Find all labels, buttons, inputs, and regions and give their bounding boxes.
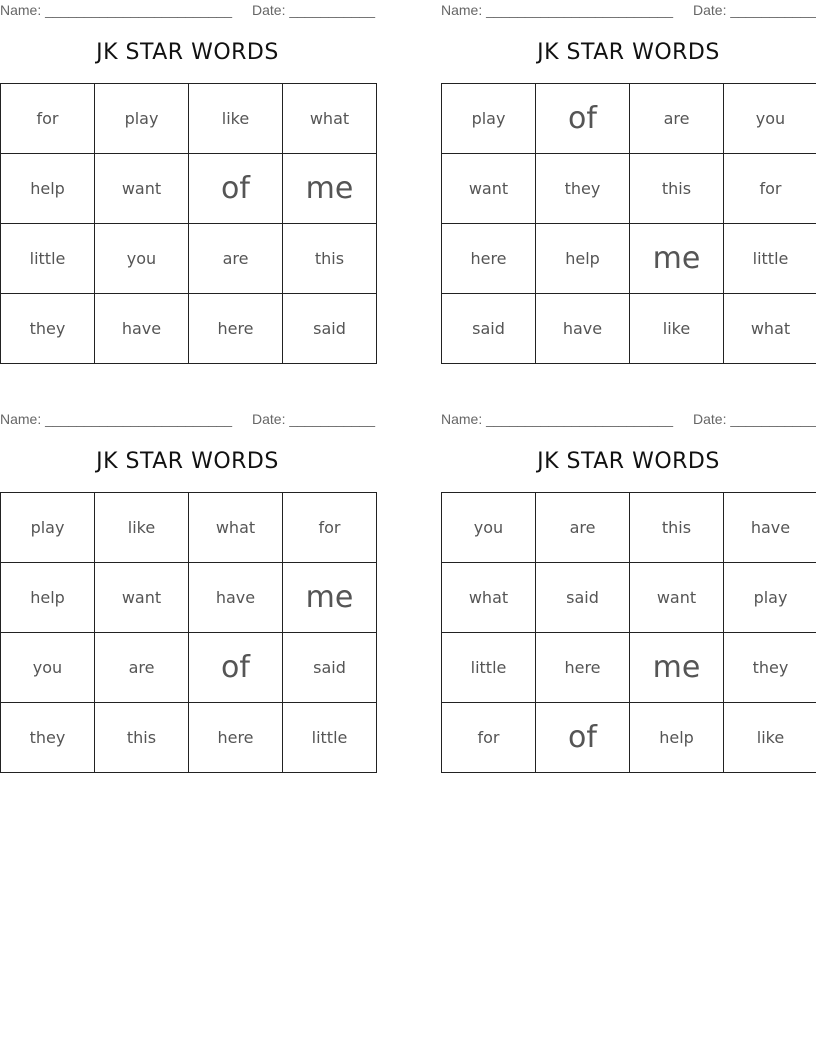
- word-cell: little: [724, 224, 816, 294]
- word-cell: here: [536, 633, 630, 703]
- grid-row: [1, 493, 377, 563]
- word-cell: this: [630, 493, 724, 563]
- word-cell: for: [724, 154, 816, 224]
- card-header: [441, 2, 816, 20]
- grid-row: [442, 294, 816, 364]
- grid-row: [442, 224, 816, 294]
- word-cell: have: [724, 493, 816, 563]
- word-cell: little: [283, 703, 377, 773]
- word-cell: they: [1, 703, 95, 773]
- word-cell: little: [1, 224, 95, 294]
- grid-row: [1, 563, 377, 633]
- word-cell: want: [95, 154, 189, 224]
- grid-row: [442, 154, 816, 224]
- card-title: JK STAR WORDS: [96, 449, 279, 474]
- grid-row: [442, 84, 816, 154]
- word-cell: want: [95, 563, 189, 633]
- word-cell: this: [283, 224, 377, 294]
- word-cell: little: [442, 633, 536, 703]
- grid-row: [442, 703, 816, 773]
- name-field: Name: ________________________: [0, 2, 232, 18]
- word-grid: [441, 83, 816, 364]
- word-cell: said: [283, 294, 377, 364]
- word-cell: they: [1, 294, 95, 364]
- card-header: [0, 2, 375, 20]
- word-cell: are: [630, 84, 724, 154]
- grid-row: [442, 633, 816, 703]
- word-cell: of: [536, 703, 630, 773]
- word-cell: me: [630, 224, 724, 294]
- word-cell: you: [95, 224, 189, 294]
- word-cell: for: [442, 703, 536, 773]
- word-cell: me: [630, 633, 724, 703]
- grid-row: [1, 633, 377, 703]
- word-cell: what: [724, 294, 816, 364]
- word-cell: of: [189, 154, 283, 224]
- word-cell: are: [189, 224, 283, 294]
- date-field: Date: ___________: [693, 2, 816, 18]
- word-cell: said: [442, 294, 536, 364]
- bingo-card-1: [0, 0, 375, 370]
- word-cell: what: [283, 84, 377, 154]
- grid-row: [1, 154, 377, 224]
- card-title: JK STAR WORDS: [96, 40, 279, 65]
- word-cell: for: [283, 493, 377, 563]
- date-field: Date: ___________: [252, 411, 375, 427]
- word-cell: like: [630, 294, 724, 364]
- word-cell: of: [536, 84, 630, 154]
- card-title: JK STAR WORDS: [537, 40, 720, 65]
- name-field: Name: ________________________: [0, 411, 232, 427]
- word-cell: want: [442, 154, 536, 224]
- word-cell: are: [536, 493, 630, 563]
- word-cell: you: [1, 633, 95, 703]
- grid-row: [442, 563, 816, 633]
- word-grid: [0, 492, 377, 773]
- word-cell: like: [189, 84, 283, 154]
- word-cell: for: [1, 84, 95, 154]
- date-field: Date: ___________: [693, 411, 816, 427]
- word-cell: here: [189, 294, 283, 364]
- bingo-card-4: [441, 409, 816, 779]
- word-cell: help: [630, 703, 724, 773]
- word-cell: here: [442, 224, 536, 294]
- word-cell: help: [1, 563, 95, 633]
- word-cell: me: [283, 563, 377, 633]
- word-cell: have: [189, 563, 283, 633]
- word-cell: help: [1, 154, 95, 224]
- word-cell: said: [536, 563, 630, 633]
- grid-row: [442, 493, 816, 563]
- bingo-card-3: [0, 409, 375, 779]
- word-cell: play: [95, 84, 189, 154]
- word-cell: play: [1, 493, 95, 563]
- card-title: JK STAR WORDS: [537, 449, 720, 474]
- word-cell: like: [95, 493, 189, 563]
- card-header: [441, 411, 816, 429]
- word-cell: you: [724, 84, 816, 154]
- word-cell: you: [442, 493, 536, 563]
- word-cell: play: [724, 563, 816, 633]
- word-cell: said: [283, 633, 377, 703]
- word-grid: [0, 83, 377, 364]
- grid-row: [1, 224, 377, 294]
- word-cell: like: [724, 703, 816, 773]
- card-header: [0, 411, 375, 429]
- word-cell: help: [536, 224, 630, 294]
- word-cell: what: [442, 563, 536, 633]
- word-grid: [441, 492, 816, 773]
- word-cell: this: [95, 703, 189, 773]
- word-cell: have: [536, 294, 630, 364]
- word-cell: what: [189, 493, 283, 563]
- word-cell: play: [442, 84, 536, 154]
- name-field: Name: ________________________: [441, 2, 673, 18]
- grid-row: [1, 84, 377, 154]
- date-field: Date: ___________: [252, 2, 375, 18]
- grid-row: [1, 294, 377, 364]
- word-cell: want: [630, 563, 724, 633]
- word-cell: here: [189, 703, 283, 773]
- word-cell: this: [630, 154, 724, 224]
- word-cell: they: [724, 633, 816, 703]
- bingo-card-2: [441, 0, 816, 370]
- word-cell: are: [95, 633, 189, 703]
- word-cell: they: [536, 154, 630, 224]
- word-cell: have: [95, 294, 189, 364]
- grid-row: [1, 703, 377, 773]
- name-field: Name: ________________________: [441, 411, 673, 427]
- word-cell: of: [189, 633, 283, 703]
- word-cell: me: [283, 154, 377, 224]
